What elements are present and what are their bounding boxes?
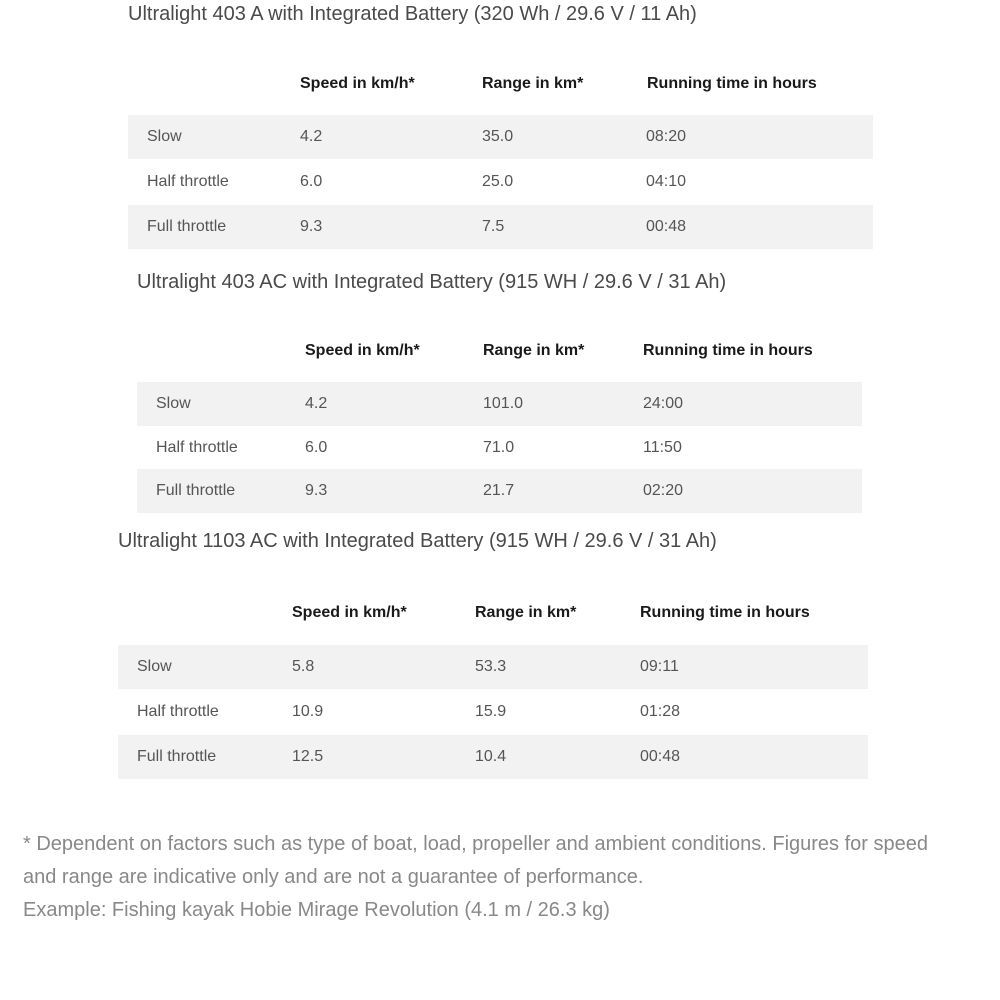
table-title: Ultralight 403 A with Integrated Battery (320 Wh / 29.6 V / 11 Ah) bbox=[128, 3, 697, 25]
table-row-slow bbox=[128, 115, 873, 159]
range-value: 101.0 bbox=[483, 395, 524, 412]
spec-table-403a bbox=[128, 0, 873, 250]
speed-value: 9.3 bbox=[300, 218, 323, 235]
column-header-speed: Speed in km/h* bbox=[292, 604, 407, 621]
speed-value: 10.9 bbox=[292, 703, 324, 720]
row-label: Slow bbox=[156, 395, 191, 412]
running-time-value: 01:28 bbox=[640, 703, 681, 720]
footnote-line-disclaimer: * Dependent on factors such as type of boat, load, propeller and ambient conditions. Figures for speed bbox=[23, 833, 928, 855]
speed-value: 12.5 bbox=[292, 748, 324, 765]
table-row-full-throttle bbox=[128, 205, 873, 249]
column-header-running-time: Running time in hours bbox=[640, 604, 810, 621]
footnote bbox=[23, 828, 973, 927]
table-row-full-throttle bbox=[137, 469, 862, 513]
range-value: 10.4 bbox=[475, 748, 507, 765]
spec-table-1103ac bbox=[118, 527, 868, 779]
range-value: 71.0 bbox=[483, 439, 515, 456]
column-header-range: Range in km* bbox=[483, 342, 585, 359]
range-value: 7.5 bbox=[482, 218, 505, 235]
table-row-half-throttle bbox=[137, 426, 862, 470]
row-label: Full throttle bbox=[156, 482, 236, 499]
row-label: Half throttle bbox=[137, 703, 219, 720]
table-row-slow bbox=[137, 382, 862, 426]
row-label: Slow bbox=[147, 128, 182, 145]
speed-value: 4.2 bbox=[300, 128, 323, 145]
speed-value: 6.0 bbox=[300, 173, 323, 190]
running-time-value: 04:10 bbox=[646, 173, 687, 190]
table-row-slow bbox=[118, 645, 868, 689]
range-value: 25.0 bbox=[482, 173, 514, 190]
table-title: Ultralight 403 AC with Integrated Battery (915 WH / 29.6 V / 31 Ah) bbox=[137, 271, 727, 293]
table-row-half-throttle bbox=[128, 160, 873, 204]
speed-value: 9.3 bbox=[305, 482, 328, 499]
footnote-line-example: Example: Fishing kayak Hobie Mirage Revolution (4.1 m / 26.3 kg) bbox=[23, 899, 610, 921]
running-time-value: 11:50 bbox=[643, 439, 682, 456]
footnote-line-indicative: and range are indicative only and are not a guarantee of performance. bbox=[23, 866, 644, 888]
table-row-half-throttle bbox=[118, 690, 868, 734]
running-time-value: 00:48 bbox=[646, 218, 687, 235]
row-label: Full throttle bbox=[147, 218, 227, 235]
table-row-full-throttle bbox=[118, 735, 868, 779]
range-value: 35.0 bbox=[482, 128, 514, 145]
column-header-running-time: Running time in hours bbox=[647, 75, 817, 92]
running-time-value: 08:20 bbox=[646, 128, 687, 145]
row-label: Half throttle bbox=[156, 439, 238, 456]
running-time-value: 09:11 bbox=[640, 658, 679, 675]
column-header-speed: Speed in km/h* bbox=[305, 342, 420, 359]
row-label: Half throttle bbox=[147, 173, 229, 190]
column-header-running-time: Running time in hours bbox=[643, 342, 813, 359]
running-time-value: 00:48 bbox=[640, 748, 681, 765]
column-header-range: Range in km* bbox=[475, 604, 577, 621]
running-time-value: 02:20 bbox=[643, 482, 684, 499]
column-header-range: Range in km* bbox=[482, 75, 584, 92]
running-time-value: 24:00 bbox=[643, 395, 684, 412]
row-label: Full throttle bbox=[137, 748, 217, 765]
range-value: 21.7 bbox=[483, 482, 515, 499]
table-title: Ultralight 1103 AC with Integrated Battery (915 WH / 29.6 V / 31 Ah) bbox=[118, 530, 717, 552]
range-value: 15.9 bbox=[475, 703, 507, 720]
row-label: Slow bbox=[137, 658, 172, 675]
column-header-speed: Speed in km/h* bbox=[300, 75, 415, 92]
speed-value: 6.0 bbox=[305, 439, 328, 456]
speed-value: 4.2 bbox=[305, 395, 328, 412]
range-value: 53.3 bbox=[475, 658, 507, 675]
spec-table-403ac bbox=[137, 268, 862, 513]
speed-value: 5.8 bbox=[292, 658, 315, 675]
